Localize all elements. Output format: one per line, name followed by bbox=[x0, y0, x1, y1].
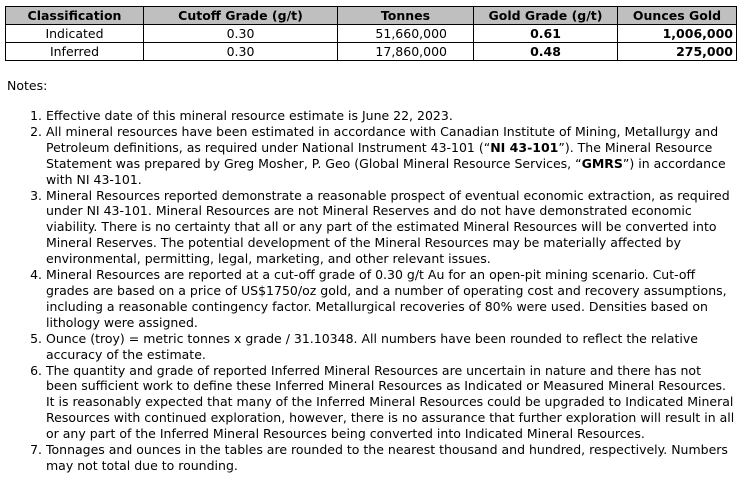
header-cutoff-grade: Cutoff Grade (g/t) bbox=[144, 7, 338, 25]
header-tonnes: Tonnes bbox=[338, 7, 474, 25]
mineral-resource-table bbox=[5, 6, 737, 61]
note-text: All mineral resources have been estimated in accordance with Canadian Institute of Mining, Metallurgy and Petroleum definitions, as required under National Instrument 43-101 (“ bbox=[46, 123, 719, 155]
note-abbrev-gmrs: GMRS bbox=[581, 155, 623, 171]
cell-ounces-gold: 275,000 bbox=[618, 43, 737, 61]
notes-list bbox=[10, 108, 736, 474]
note-item-2 bbox=[46, 124, 736, 188]
cell-tonnes: 51,660,000 bbox=[338, 25, 474, 43]
note-text: Ounce (troy) = metric tonnes x grade / 31.10348. All numbers have been rounded to reflect the relative accuracy of the estimate. bbox=[46, 330, 698, 362]
note-item-6 bbox=[46, 363, 736, 443]
note-text: The quantity and grade of reported Inferred Mineral Resources are uncertain in nature and there has not been sufficient work to define these Inferred Mineral Resources as Indicated or Measured Mineral Resources. It is reasonably expected that many of the Inferred Mineral Resources could be upgraded to Indicated Mineral Resources with continued exploration, however, there is no assurance that further exploration will result in all or any part of the Inferred Mineral Resources being converted into Indicated Mineral Resources. bbox=[46, 362, 735, 442]
header-classification: Classification bbox=[6, 7, 144, 25]
cell-classification: Inferred bbox=[6, 43, 144, 61]
note-text: Tonnages and ounces in the tables are rounded to the nearest thousand and hundred, respectively. Numbers may not total due to rounding. bbox=[46, 442, 728, 473]
cell-gold-grade: 0.48 bbox=[474, 43, 618, 61]
cell-cutoff-grade: 0.30 bbox=[144, 43, 338, 61]
note-item-4 bbox=[46, 267, 736, 331]
notes-heading: Notes: bbox=[7, 78, 48, 93]
table-header-row bbox=[6, 7, 737, 25]
cell-classification: Indicated bbox=[6, 25, 144, 43]
header-ounces-gold: Ounces Gold bbox=[618, 7, 737, 25]
table-row bbox=[6, 25, 737, 43]
table-row bbox=[6, 43, 737, 61]
note-text: Mineral Resources reported demonstrate a reasonable prospect of eventual economic extraction, as required under NI 43-101. Mineral Resources are not Mineral Reserves and do not have demonstrated economic viability. There is no certainty that all or any part of the estimated Mineral Resources will be converted into Mineral Reserves. The potential development of the Mineral Resources may be materially affected by environmental, permitting, legal, marketing, and other relevant issues. bbox=[46, 187, 730, 267]
note-text: Mineral Resources are reported at a cut-off grade of 0.30 g/t Au for an open-pit mining scenario. Cut-off grades are based on a price of US$1750/oz gold, and a number of operating cost and recovery assumptions, including a reasonable contingency factor. Metallurgical recoveries of 80% were used. Densities based on lithology were assigned. bbox=[46, 267, 727, 330]
note-abbrev-ni43101: NI 43-101 bbox=[490, 139, 559, 155]
note-text: ”) in accordance with NI 43-101. bbox=[46, 155, 726, 187]
note-item-5 bbox=[46, 331, 736, 363]
cell-ounces-gold: 1,006,000 bbox=[618, 25, 737, 43]
cell-cutoff-grade: 0.30 bbox=[144, 25, 338, 43]
note-text: ”). The Mineral Resource Statement was prepared by Greg Mosher, P. Geo (Global Mineral Resource Services, “ bbox=[46, 139, 713, 171]
note-item-3 bbox=[46, 188, 736, 268]
note-item-1 bbox=[46, 108, 736, 124]
cell-tonnes: 17,860,000 bbox=[338, 43, 474, 61]
cell-gold-grade: 0.61 bbox=[474, 25, 618, 43]
note-item-7 bbox=[46, 442, 736, 474]
header-gold-grade: Gold Grade (g/t) bbox=[474, 7, 618, 25]
note-text: Effective date of this mineral resource estimate is June 22, 2023. bbox=[46, 108, 453, 123]
